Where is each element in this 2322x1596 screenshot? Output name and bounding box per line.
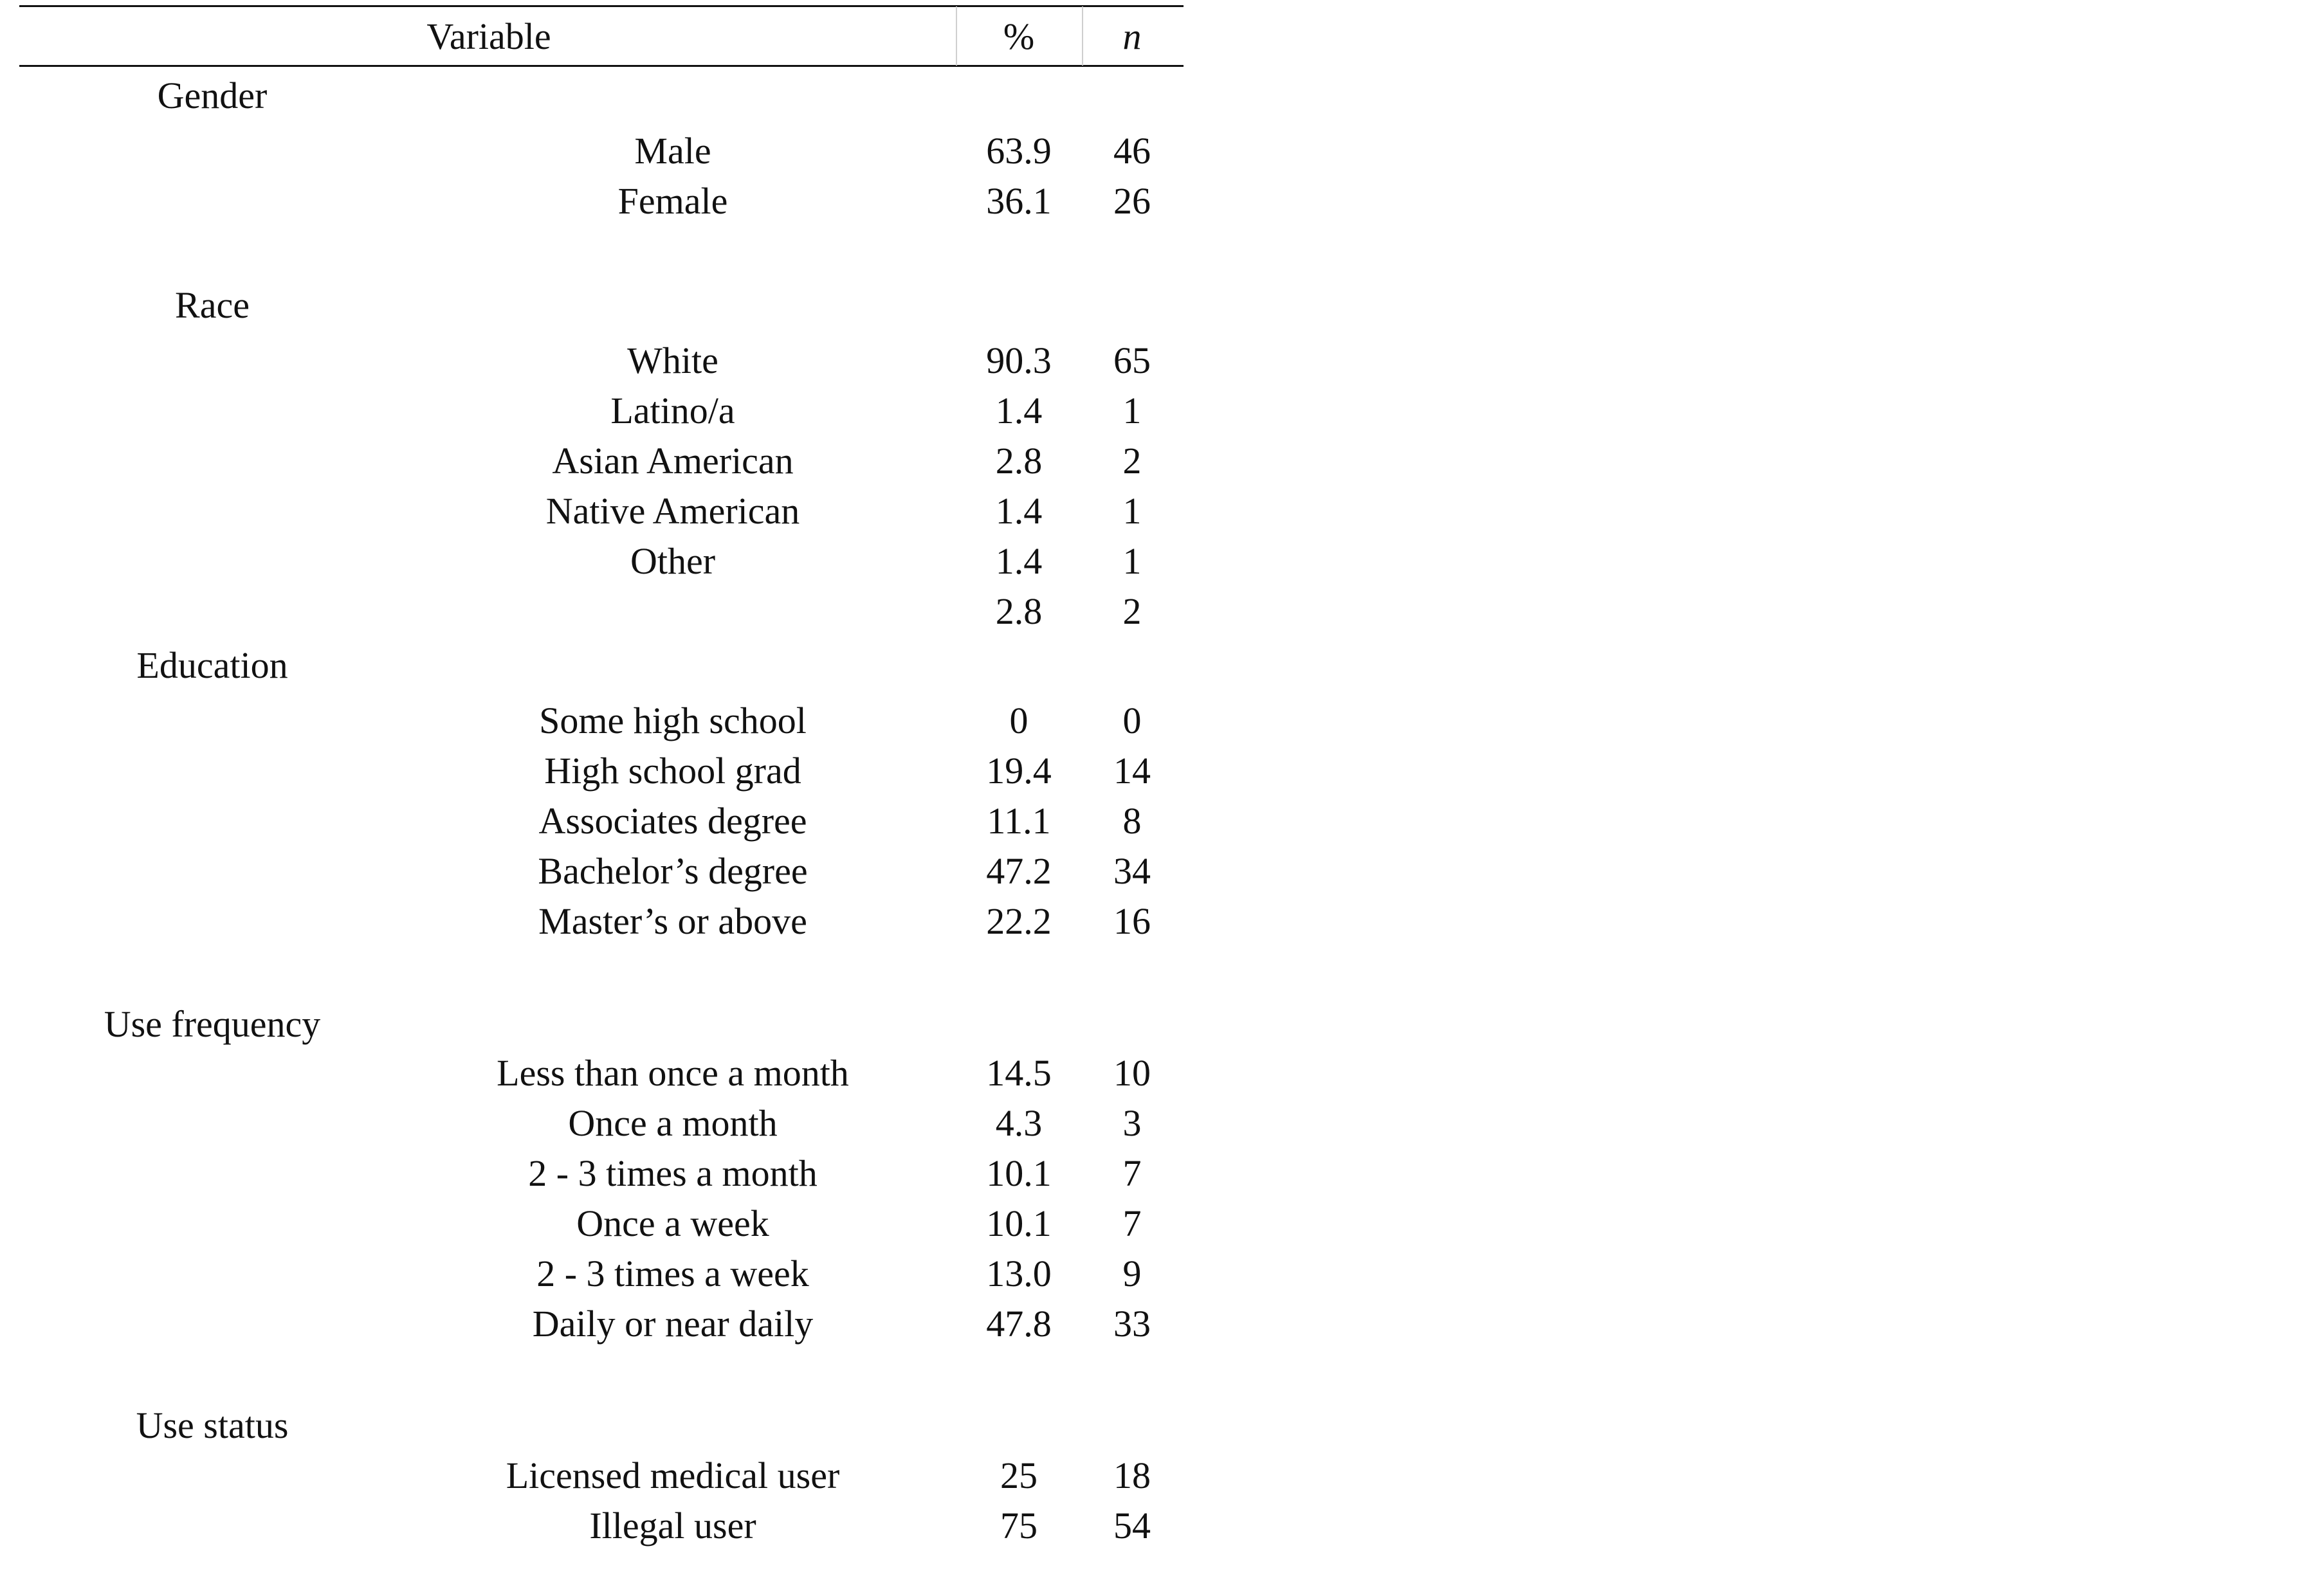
- row-label: Once a week: [576, 1202, 769, 1244]
- header-percent: %: [1003, 15, 1035, 57]
- row-label: Asian American: [552, 440, 794, 482]
- row-n: 65: [1113, 340, 1151, 381]
- row-n: 9: [1122, 1253, 1142, 1294]
- row-percent: 63.9: [986, 130, 1052, 172]
- row-percent: 47.2: [986, 850, 1052, 892]
- table-top-rule: [19, 5, 1184, 7]
- row-label: 2 - 3 times a week: [536, 1253, 809, 1294]
- row-percent: 2.8: [995, 440, 1043, 482]
- category-use-status: Use status: [136, 1404, 289, 1446]
- row-percent: 25: [1000, 1455, 1038, 1496]
- row-label: Some high school: [539, 700, 807, 741]
- demographics-table: [19, 0, 1184, 1596]
- row-label: Once a month: [568, 1102, 778, 1144]
- row-label: Master’s or above: [538, 900, 807, 942]
- row-percent: 75: [1000, 1505, 1038, 1546]
- row-label: Daily or near daily: [532, 1303, 814, 1345]
- category-education: Education: [136, 644, 288, 686]
- row-percent: 47.8: [986, 1303, 1052, 1345]
- category-gender: Gender: [157, 75, 268, 116]
- row-percent: 10.1: [986, 1152, 1052, 1194]
- row-n: 8: [1122, 800, 1142, 842]
- row-percent: 19.4: [986, 750, 1052, 792]
- row-label: Less than once a month: [497, 1052, 849, 1094]
- row-label: Bachelor’s degree: [538, 850, 808, 892]
- row-n: 2: [1122, 440, 1142, 482]
- table-header-rule: [19, 65, 1184, 67]
- column-divider: [956, 6, 957, 66]
- row-percent: 1.4: [995, 390, 1043, 431]
- row-n: 33: [1113, 1303, 1151, 1345]
- row-percent: 11.1: [987, 800, 1051, 842]
- row-percent: 4.3: [995, 1102, 1043, 1144]
- row-percent: 90.3: [986, 340, 1052, 381]
- row-label: Latino/a: [610, 390, 735, 431]
- row-n: 18: [1113, 1455, 1151, 1496]
- row-label: Other: [630, 540, 716, 582]
- row-percent: 36.1: [986, 180, 1052, 222]
- row-n: 1: [1122, 540, 1142, 582]
- row-label: High school grad: [544, 750, 801, 792]
- row-label: Native American: [545, 490, 800, 532]
- row-n: 7: [1122, 1152, 1142, 1194]
- row-label: White: [627, 340, 718, 381]
- row-n: 1: [1122, 490, 1142, 532]
- row-label: 2 - 3 times a month: [528, 1152, 818, 1194]
- row-label: Illegal user: [589, 1505, 756, 1546]
- row-label: Male: [634, 130, 711, 172]
- row-n: 54: [1113, 1505, 1151, 1546]
- row-n: 10: [1113, 1052, 1151, 1094]
- row-percent: 22.2: [986, 900, 1052, 942]
- row-n: 34: [1113, 850, 1151, 892]
- row-percent: 2.8: [995, 590, 1043, 632]
- row-n: 3: [1122, 1102, 1142, 1144]
- row-label: Licensed medical user: [506, 1455, 840, 1496]
- row-percent: 14.5: [986, 1052, 1052, 1094]
- row-n: 1: [1122, 390, 1142, 431]
- row-n: 46: [1113, 130, 1151, 172]
- row-n: 0: [1122, 700, 1142, 741]
- row-n: 7: [1122, 1202, 1142, 1244]
- row-percent: 1.4: [995, 540, 1043, 582]
- row-n: 2: [1122, 590, 1142, 632]
- row-percent: 1.4: [995, 490, 1043, 532]
- category-use-frequency: Use frequency: [104, 1003, 321, 1045]
- header-variable: Variable: [426, 15, 551, 57]
- row-label: Female: [617, 180, 728, 222]
- row-n: 16: [1113, 900, 1151, 942]
- row-percent: 13.0: [986, 1253, 1052, 1294]
- column-divider: [1082, 6, 1083, 66]
- row-percent: 10.1: [986, 1202, 1052, 1244]
- category-race: Race: [175, 284, 250, 326]
- row-label: Associates degree: [538, 800, 807, 842]
- row-n: 26: [1113, 180, 1151, 222]
- row-percent: 0: [1009, 700, 1028, 741]
- header-n: n: [1122, 15, 1142, 57]
- row-n: 14: [1113, 750, 1151, 792]
